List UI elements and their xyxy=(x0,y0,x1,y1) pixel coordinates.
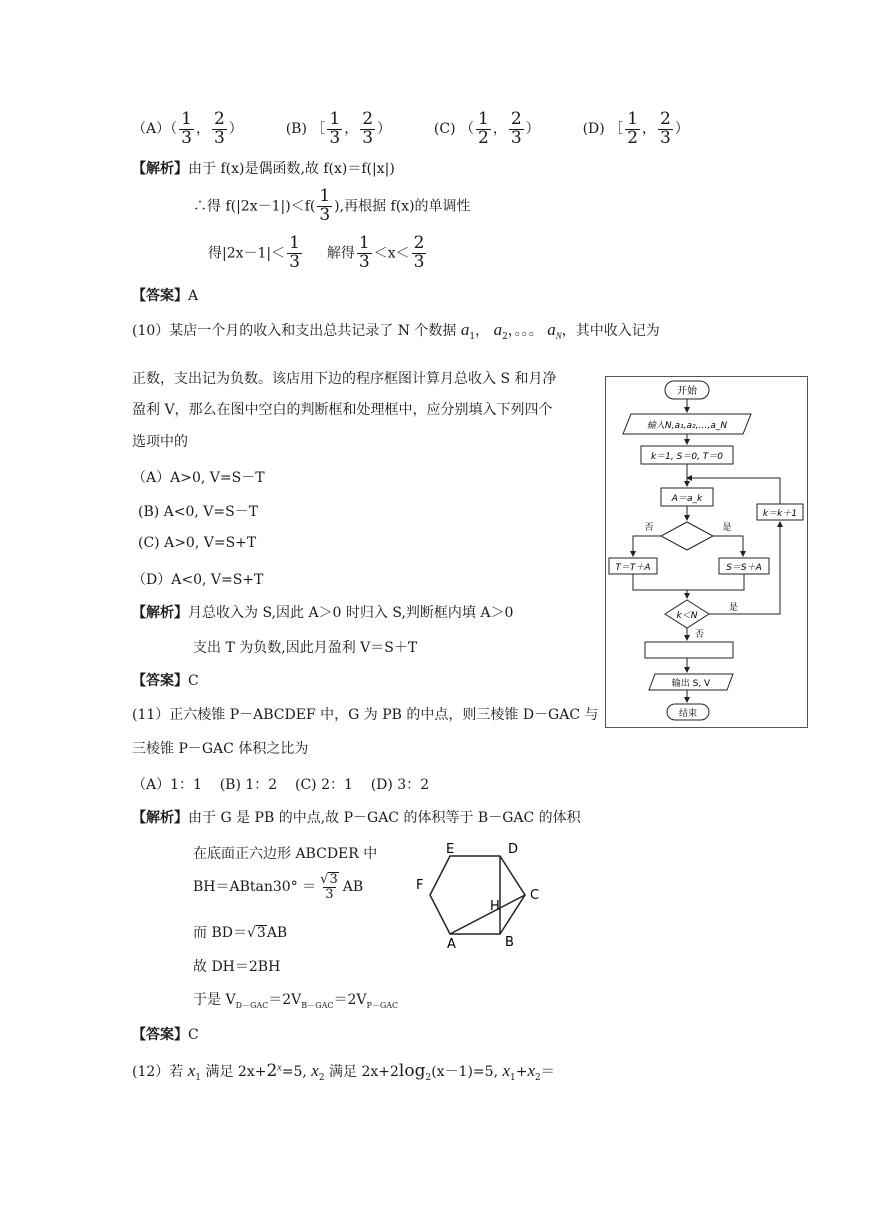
answer-tag: 【答案】 xyxy=(132,673,188,689)
flowchart-diagram xyxy=(605,376,808,728)
flow-output-label: 输出 S, V xyxy=(671,679,711,689)
hexagon-diagram xyxy=(405,838,555,950)
q11-analysis-line6: 于是 $V_{D-GAC}=2V_{B-GAC}=2V_{P-GAC}$ xyxy=(193,992,399,1010)
flow-yes2-label: 是 xyxy=(729,603,739,613)
q9-analysis-line3: 得|2x－1|＜ $\frac{1}{3}$ 解得 $\frac{1}{3}$ ＜x＜ $\frac{2}{3}$ xyxy=(208,233,425,272)
line-ac xyxy=(450,895,525,934)
q9-option-b: (B) ［ $\frac{1}{3}$ ， $\frac{2}{3}$ ） xyxy=(285,109,392,148)
flow-t-label: T＝T＋A xyxy=(615,563,651,573)
q11-analysis-line5: 故 DH＝2BH xyxy=(193,959,281,975)
q10-option-a: （A）A>0, V=S－T xyxy=(132,470,265,486)
q11-options: （A）1：1 (B) 1：2 (C) 2：1 (D) 3：2 xyxy=(132,777,430,793)
flow-kinc-label: k＝k＋1 xyxy=(762,509,798,519)
q11-stem-line1: (11）正六棱锥 P－ABCDEF 中，G 为 PB 的中点，则三棱锥 D－GAC 与 xyxy=(132,707,599,723)
q10-stem-line1: (10）某店一个月的收入和支出总共记录了 N 个数据 $a_1$， $a_2$，。。。 $a_N$，其中收入记为 xyxy=(132,320,660,342)
q11-answer: 【答案】C xyxy=(132,1027,199,1043)
analysis-tag: 【解析】 xyxy=(132,161,188,177)
q11-analysis-line3: BH＝ABtan30° ＝ $\frac{√3}{3}$ AB xyxy=(193,872,364,903)
q9-option-c: (C) （ $\frac{1}{2}$ ， $\frac{2}{3}$ ） xyxy=(433,109,540,148)
vertex-d: D xyxy=(508,842,519,857)
q10-stem-line4: 选项中的 xyxy=(132,434,188,450)
q9-analysis-line1: 【解析】由于 f(x)是偶函数,故 f(x)＝f(|x|) xyxy=(132,161,395,177)
q9-options-row xyxy=(132,111,689,148)
flow-decision-blank xyxy=(661,522,713,550)
answer-tag: 【答案】 xyxy=(132,1027,188,1043)
q9-option-a: （A）（ $\frac{1}{3}$ ， $\frac{2}{3}$ ） xyxy=(132,109,243,148)
q10-option-c: (C) A>0, V=S+T xyxy=(138,535,257,551)
flow-yes-label: 是 xyxy=(722,523,732,533)
flow-input-label: 输入N,a₁,a₂,…,a_N xyxy=(646,421,728,431)
flow-cond-label: k＜N xyxy=(676,611,698,621)
q10-answer: 【答案】C xyxy=(132,673,199,689)
q11-analysis-line4: 而 BD＝√3AB xyxy=(193,925,288,941)
q11-analysis-line1: 【解析】由于 G 是 PB 的中点,故 P－GAC 的体积等于 B－GAC 的体积 xyxy=(132,810,581,826)
analysis-tag: 【解析】 xyxy=(132,810,188,826)
flow-start-label: 开始 xyxy=(677,386,697,397)
hexagon-shape xyxy=(430,856,525,934)
flow-no2-label: 否 xyxy=(695,630,705,640)
q9-answer: 【答案】A xyxy=(132,288,199,304)
q10-stem-line2: 正数，支出记为负数。该店用下边的程序框图计算月总收入 S 和月净 xyxy=(132,371,557,387)
vertex-a: A xyxy=(447,937,456,950)
analysis-tag: 【解析】 xyxy=(132,605,188,621)
answer-tag: 【答案】 xyxy=(132,288,188,304)
flow-assign-label: A＝a_k xyxy=(671,494,703,504)
vertex-f: F xyxy=(416,878,424,893)
q11-stem-line2: 三棱锥 P－GAC 体积之比为 xyxy=(132,741,309,757)
point-h: H xyxy=(490,899,500,914)
q11-analysis-line2: 在底面正六边形 ABCDER 中 xyxy=(193,846,378,862)
flow-no-label: 否 xyxy=(644,523,654,533)
q12-stem: (12）若 $x_1$ 满足 $2x+2^x=5$, $x_2$ 满足 $2x+2\log_2(x-1)=5$, $x_1+x_2=$ xyxy=(132,1061,555,1083)
vertex-e: E xyxy=(446,842,455,857)
q10-analysis-line1: 【解析】月总收入为 S,因此 A＞0 时归入 S,判断框内填 A＞0 xyxy=(132,605,514,621)
q10-option-b: (B) A<0, V=S－T xyxy=(138,504,259,520)
q10-stem-line3: 盈利 V，那么在图中空白的判断框和处理框中，应分别填入下列四个 xyxy=(132,402,553,418)
flow-process-blank xyxy=(645,642,733,658)
vertex-b: B xyxy=(505,935,514,950)
flow-init-label: k＝1, S＝0, T＝0 xyxy=(650,452,724,462)
flow-s-label: S＝S＋A xyxy=(726,563,762,573)
q10-analysis-line2: 支出 T 为负数,因此月盈利 V＝S＋T xyxy=(193,640,418,656)
q9-option-d: (D) ［ $\frac{1}{2}$ ， $\frac{2}{3}$ ） xyxy=(582,109,689,148)
flow-end-label: 结束 xyxy=(678,709,698,719)
q10-option-d: （D）A<0, V=S+T xyxy=(132,572,264,588)
vertex-c: C xyxy=(530,888,540,903)
q9-analysis-line2: ∴得 f(|2x－1|)＜f( $\frac{1}{3}$ ),再根据 f(x)的单调性 xyxy=(193,186,471,225)
